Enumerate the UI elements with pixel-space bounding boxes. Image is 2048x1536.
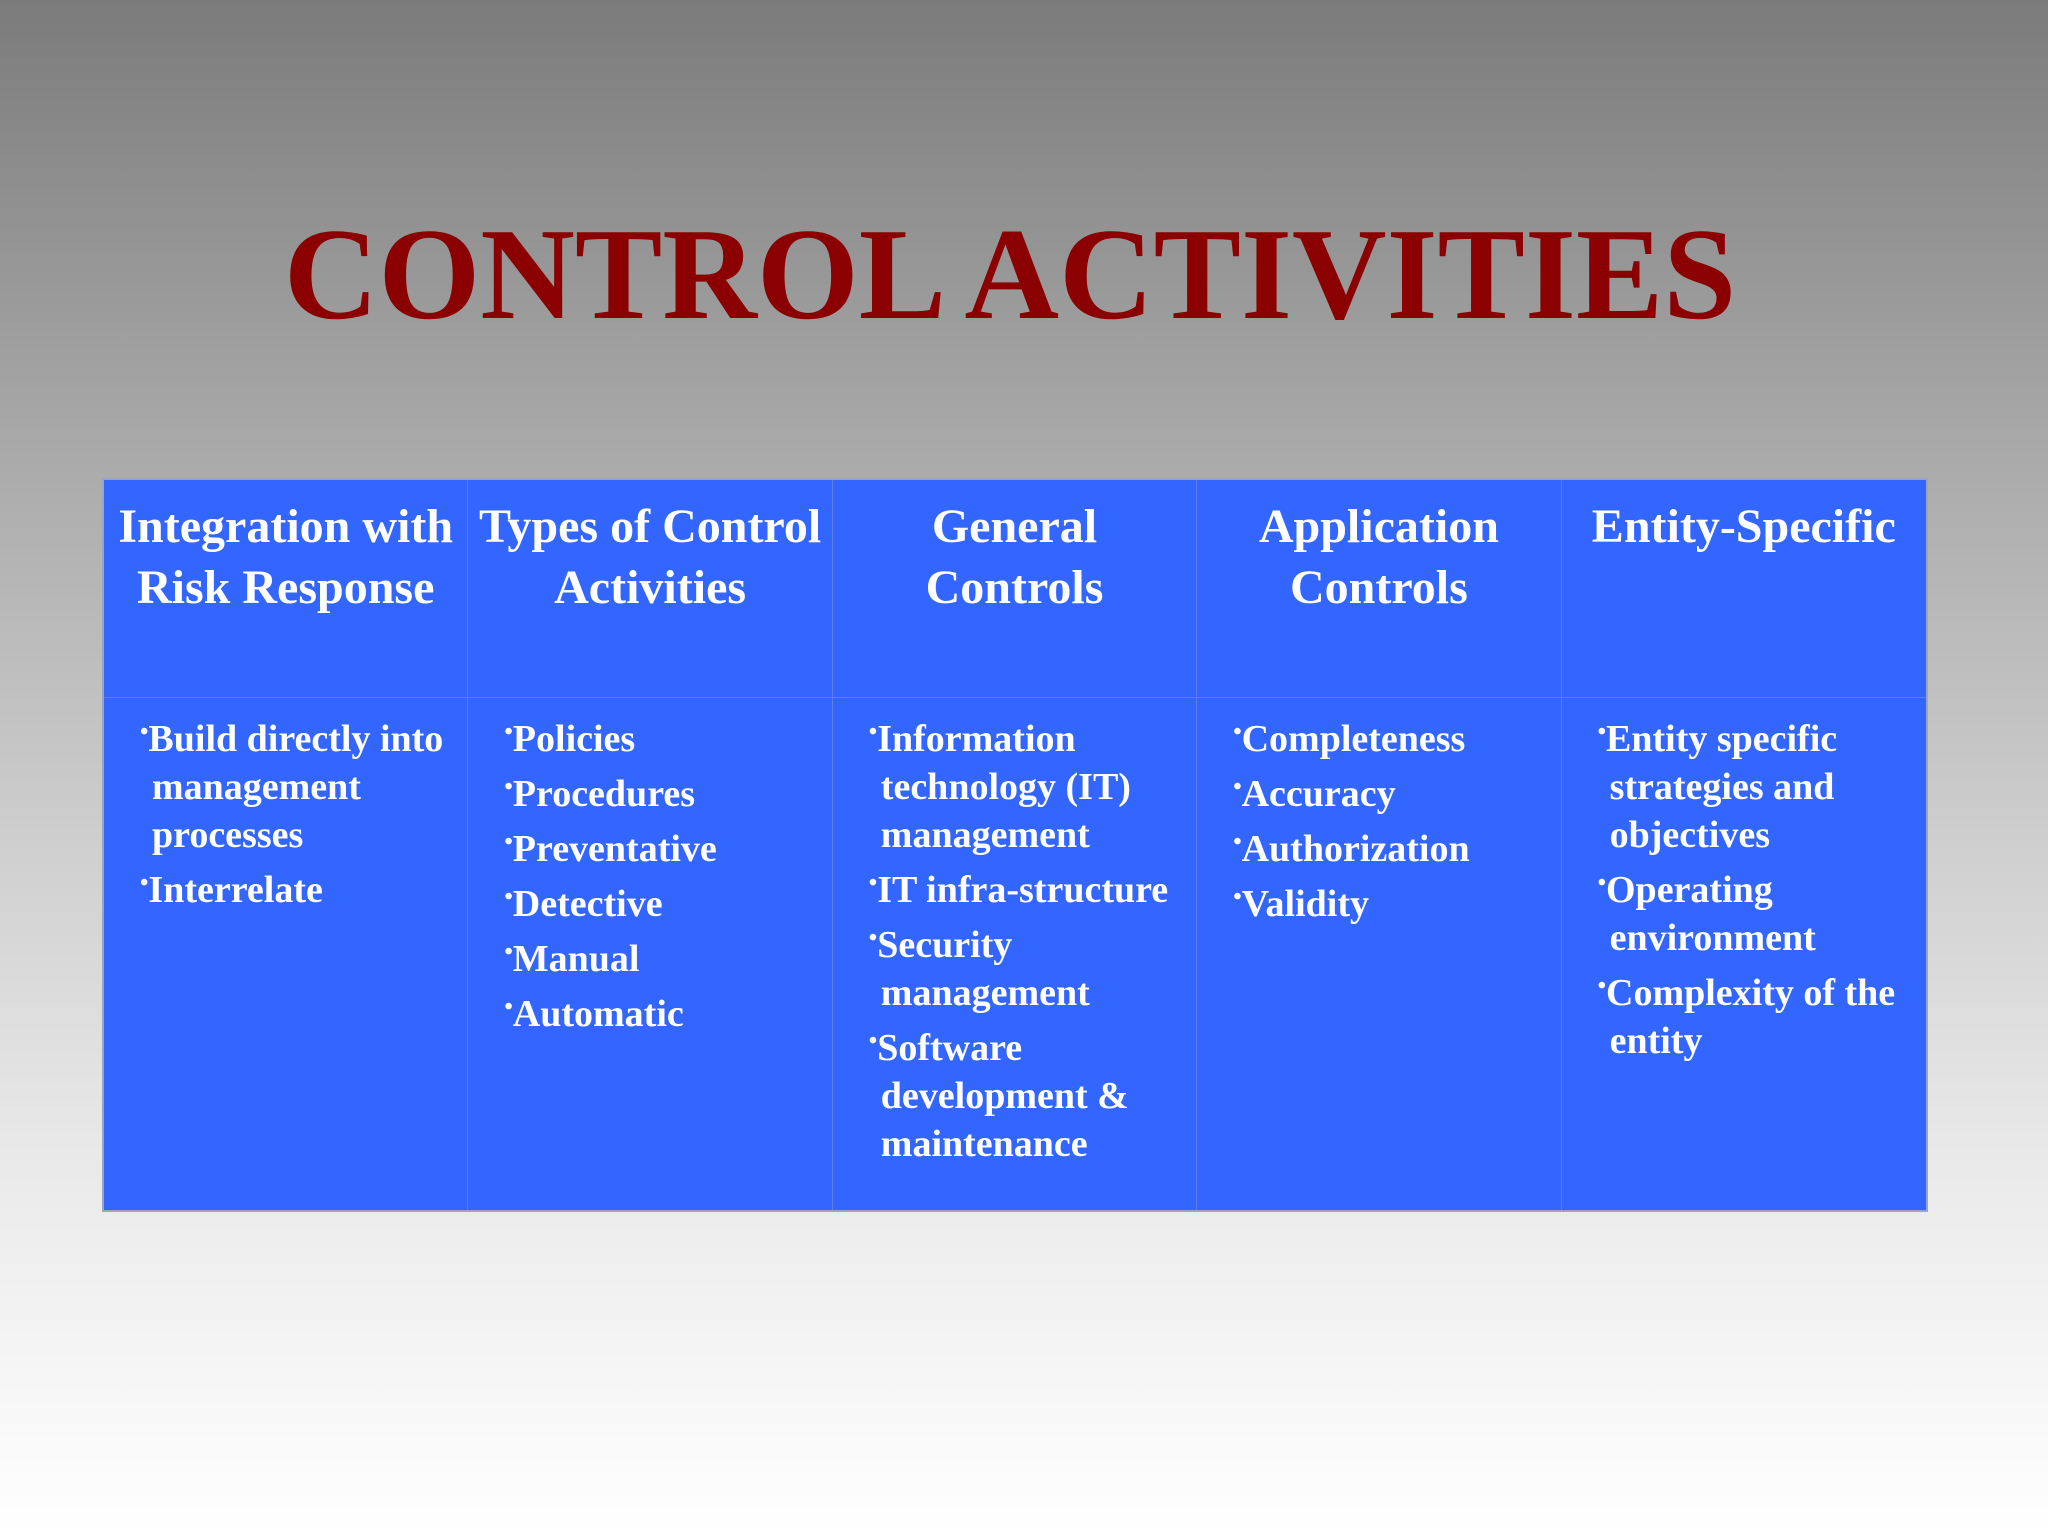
column-body-integration <box>104 698 468 1210</box>
list-item <box>869 708 1188 859</box>
list-item <box>1598 962 1918 1065</box>
column-body-general-controls <box>833 698 1197 1210</box>
bullet-icon: • <box>504 939 513 965</box>
slide-title: CONTROL ACTIVITIES <box>283 202 1737 347</box>
list-item-text: Authorization <box>1241 828 1470 870</box>
list-item-text: Completeness <box>1241 718 1466 760</box>
list-item-text: Operating environment <box>1606 869 1816 959</box>
list-item <box>869 914 1188 1017</box>
bullet-icon: • <box>868 870 878 896</box>
list-item-text: Automatic <box>512 993 684 1035</box>
list-item <box>1598 859 1918 962</box>
list-item <box>504 763 823 818</box>
list-item <box>1233 708 1552 763</box>
list-item-text: Accuracy <box>1241 773 1396 815</box>
column-heading-application-controls: Application Controls <box>1197 480 1561 698</box>
list-item <box>504 818 823 873</box>
bullet-icon: • <box>504 719 513 745</box>
bullet-icon: • <box>504 829 513 855</box>
list-item-text: Procedures <box>512 773 696 815</box>
list-item <box>504 873 823 928</box>
list-item-text: Security management <box>877 924 1090 1014</box>
bullet-icon: • <box>504 884 513 910</box>
list-item <box>869 859 1188 914</box>
list-item-text: Complexity of the entity <box>1606 972 1896 1062</box>
bullet-icon: • <box>504 774 513 800</box>
list-item-text: Validity <box>1241 883 1370 925</box>
list-item-text: Detective <box>512 883 663 925</box>
bullet-icon: • <box>868 719 878 745</box>
list-item <box>140 859 459 914</box>
bullet-icon: • <box>1233 884 1242 910</box>
list-item-text: Manual <box>512 938 640 980</box>
list-item <box>504 708 823 763</box>
column-heading-types: Types of Control Activities <box>468 480 832 698</box>
list-item <box>1233 818 1552 873</box>
list-item <box>1233 763 1552 818</box>
control-activities-table <box>102 478 1928 1212</box>
bullet-icon: • <box>1597 973 1606 999</box>
bullet-icon: • <box>140 870 149 896</box>
bullet-icon: • <box>140 719 149 745</box>
list-item-text: Policies <box>512 718 636 760</box>
list-item-text: Entity specific strategies and objectives <box>1606 718 1838 856</box>
list-item <box>1233 873 1552 928</box>
list-item-text: Software development & maintenance <box>877 1027 1129 1165</box>
column-heading-entity-specific: Entity-Specific <box>1562 480 1926 698</box>
bullet-icon: • <box>868 925 878 951</box>
list-item-text: Interrelate <box>148 869 323 911</box>
bullet-icon: • <box>1233 774 1242 800</box>
bullet-icon: • <box>504 994 513 1020</box>
column-body-entity-specific <box>1562 698 1926 1210</box>
list-item <box>504 983 823 1038</box>
column-heading-integration: Integration with Risk Response <box>104 480 468 698</box>
list-item <box>504 928 823 983</box>
list-item <box>140 708 459 859</box>
bullet-icon: • <box>1597 870 1606 896</box>
list-item-text: Information technology (IT) management <box>877 718 1131 856</box>
bullet-icon: • <box>868 1028 878 1054</box>
bullet-icon: • <box>1597 719 1606 745</box>
list-item-text: Build directly into management processes <box>148 718 444 856</box>
bullet-icon: • <box>1233 719 1242 745</box>
column-heading-general-controls: General Controls <box>833 480 1197 698</box>
bullet-icon: • <box>1233 829 1242 855</box>
list-item-text: IT infra-structure <box>877 869 1169 911</box>
column-body-application-controls <box>1197 698 1561 1210</box>
list-item <box>1598 708 1918 859</box>
list-item <box>869 1017 1188 1168</box>
list-item-text: Preventative <box>512 828 717 870</box>
column-body-types <box>468 698 832 1210</box>
